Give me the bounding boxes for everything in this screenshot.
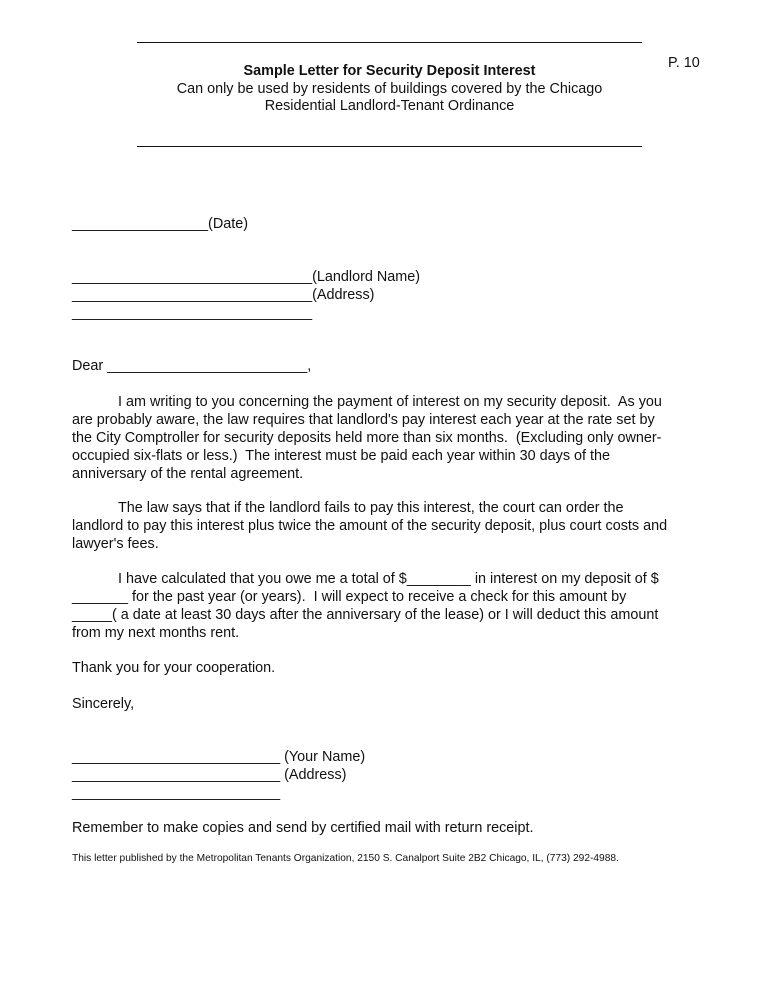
- header-top-rule: [137, 42, 642, 43]
- paragraph-3-line-1: I have calculated that you owe me a total of $________ in interest on my deposit of $: [118, 571, 659, 587]
- reminder-line: Remember to make copies and send by certified mail with return receipt.: [72, 820, 534, 836]
- landlord-address-line-2: ______________________________: [72, 305, 313, 321]
- paragraph-1-line-5: anniversary of the rental agreement.: [72, 466, 304, 482]
- document-title: Sample Letter for Security Deposit Interest: [243, 63, 536, 79]
- document-subtitle-line-1: Can only be used by residents of buildings covered by the Chicago: [176, 80, 603, 97]
- paragraph-1-line-1: I am writing to you concerning the payment of interest on my security deposit. As you: [118, 394, 662, 410]
- signature-address-line: __________________________ (Address): [72, 767, 347, 783]
- thanks-line: Thank you for your cooperation.: [72, 660, 276, 676]
- landlord-name-line: ______________________________(Landlord Name): [72, 269, 421, 285]
- paragraph-1-line-3: the City Comptroller for security deposits held more than six months. (Excluding only owner-: [72, 430, 662, 446]
- paragraph-1-line-2: are probably aware, the law requires that landlord's pay interest each year at the rate set by: [72, 412, 655, 428]
- publisher-footnote: This letter published by the Metropolitan Tenants Organization, 2150 S. Canalport Suite 2B2 Chicago, IL, (773) 292-4988.: [72, 853, 619, 864]
- paragraph-3-line-4: from my next months rent.: [72, 625, 240, 641]
- closing-line: Sincerely,: [72, 696, 135, 712]
- paragraph-3-line-3: _____( a date at least 30 days after the anniversary of the lease) or I will deduct this amount: [72, 607, 659, 623]
- page-number: P. 10: [668, 55, 700, 71]
- paragraph-2-line-3: lawyer's fees.: [72, 536, 159, 552]
- paragraph-1-line-4: occupied six-flats or less.) The interest must be paid each year within 30 days of the: [72, 448, 611, 464]
- date-line: _________________(Date): [72, 216, 249, 232]
- header-bottom-rule: [137, 146, 642, 147]
- landlord-address-line: ______________________________(Address): [72, 287, 375, 303]
- paragraph-3-line-2: _______ for the past year (or years). I will expect to receive a check for this amount by: [72, 589, 627, 605]
- signature-name-line: __________________________ (Your Name): [72, 749, 366, 765]
- paragraph-2-line-1: The law says that if the landlord fails to pay this interest, the court can order the: [118, 500, 624, 516]
- salutation: Dear _________________________,: [72, 358, 312, 374]
- signature-address-line-2: __________________________: [72, 785, 281, 801]
- header-block: [137, 63, 642, 116]
- document-subtitle-line-2: Residential Landlord-Tenant Ordinance: [264, 98, 515, 114]
- paragraph-2-line-2: landlord to pay this interest plus twice the amount of the security deposit, plus court costs and: [72, 518, 668, 534]
